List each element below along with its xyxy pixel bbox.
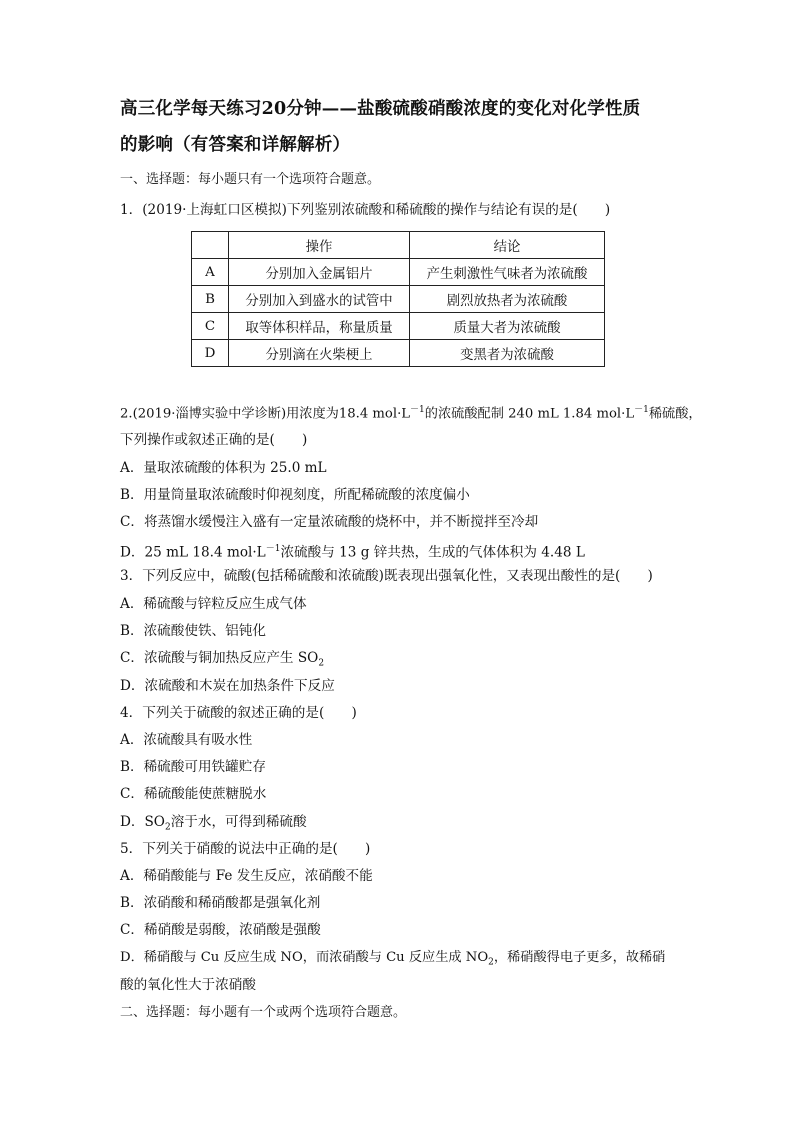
question-2-option-d [120,539,585,563]
subscript: 2 [318,658,325,669]
question-4-option-b: B．稀硫酸可用铁罐贮存 [120,759,266,775]
superscript: －1 [410,405,425,415]
question-3-option-a: A．稀硫酸与锌粒反应生成气体 [120,596,307,612]
table-cell: D [192,340,229,367]
table-cell: B [192,286,229,313]
document-title-line-1: 高三化学每天练习20分钟——盐酸硫酸硝酸浓度的变化对化学性质 [120,99,641,119]
table-cell: 分别滴在火柴梗上 [229,340,410,367]
table-row [192,340,605,367]
section-2-heading: 二、选择题：每小题有一个或两个选项符合题意。 [120,1005,407,1020]
question-1-stem: 1．(2019·上海虹口区模拟)下列鉴别浓硫酸和稀硫酸的操作与结论有误的是( ) [120,202,611,218]
question-2-stem-line-2: 下列操作或叙述正确的是( ) [120,432,308,448]
table-row [192,286,605,313]
question-3-option-d: D．浓硫酸和木炭在加热条件下反应 [120,678,335,694]
question-5-option-b: B．浓硝酸和稀硝酸都是强氧化剂 [120,895,321,911]
question-2-stem-part: 稀硫酸， [648,406,702,422]
table-row [192,259,605,286]
superscript: －1 [634,405,649,415]
table-header-cell: 结论 [410,232,605,259]
table-cell: C [192,313,229,340]
table-header-cell [192,232,229,259]
table-cell: 取等体积样品，称量质量 [229,313,410,340]
question-4-stem: 4．下列关于硫酸的叙述正确的是( ) [120,705,357,721]
option-text-part: 溶于水，可得到稀硫酸 [170,814,307,830]
question-3-option-b: B．浓硫酸使铁、铝钝化 [120,623,266,639]
option-text-part: D．25 mL 18.4 mol·L [120,544,266,561]
question-3-option-c [120,648,324,674]
section-1-heading: 一、选择题：每小题只有一个选项符合题意。 [120,172,381,187]
question-5-option-c: C．稀硝酸是弱酸，浓硝酸是强酸 [120,922,321,938]
table-cell: A [192,259,229,286]
question-2-stem [120,400,702,424]
question-5-option-d-line-2: 酸的氧化性大于浓硝酸 [120,977,256,993]
table-cell: 产生刺激性气味者为浓硫酸 [410,259,605,286]
question-1-table [191,231,605,367]
question-5-option-d [120,948,665,973]
document-title-line-2: 的影响（有答案和详解解析） [120,135,351,155]
table-cell: 剧烈放热者为浓硫酸 [410,286,605,313]
option-text-part: D．SO [120,814,165,830]
question-4-option-c: C．稀硫酸能使蔗糖脱水 [120,786,267,802]
subscript: 2 [164,822,171,833]
subscript: 2 [488,957,494,968]
question-2-stem-part: 2.(2019·淄博实验中学诊断)用浓度为18.4 mol·L [120,406,411,422]
table-cell: 质量大者为浓硫酸 [410,313,605,340]
option-text-part: ，稀硝酸得电子更多，故稀硝 [493,950,666,965]
question-3-stem: 3．下列反应中，硫酸(包括稀硫酸和浓硫酸)既表现出强氧化性，又表现出酸性的是( ) [120,568,653,584]
question-4-option-d [120,812,307,838]
superscript: －1 [265,544,281,554]
question-2-stem-part: 的浓硫酸配制 240 mL 1.84 mol·L [424,406,635,422]
option-text-part: D．稀硝酸与 Cu 反应生成 NO，而浓硝酸与 Cu 反应生成 NO [120,950,489,965]
question-2-option-c: C．将蒸馏水缓慢注入盛有一定量浓硫酸的烧杯中，并不断搅拌至冷却 [120,514,539,530]
table-row [192,313,605,340]
table-header-cell: 操作 [229,232,410,259]
table-cell: 分别加入金属铝片 [229,259,410,286]
table-cell: 变黑者为浓硫酸 [410,340,605,367]
table-cell: 分别加入到盛水的试管中 [229,286,410,313]
question-5-option-a: A．稀硝酸能与 Fe 发生反应，浓硝酸不能 [120,868,373,884]
question-2-option-a: A．量取浓硫酸的体积为 25.0 mL [120,460,327,476]
question-5-stem: 5．下列关于硝酸的说法中正确的是( ) [120,841,371,857]
question-2-option-b: B．用量筒量取浓硫酸时仰视刻度，所配稀硫酸的浓度偏小 [120,487,470,503]
question-4-option-a: A．浓硫酸具有吸水性 [120,732,253,748]
table-header-row [192,232,605,259]
option-text-part: 浓硫酸与 13 g 锌共热，生成的气体体积为 4.48 L [280,544,585,561]
option-text-part: C．浓硫酸与铜加热反应产生 SO [120,650,319,666]
